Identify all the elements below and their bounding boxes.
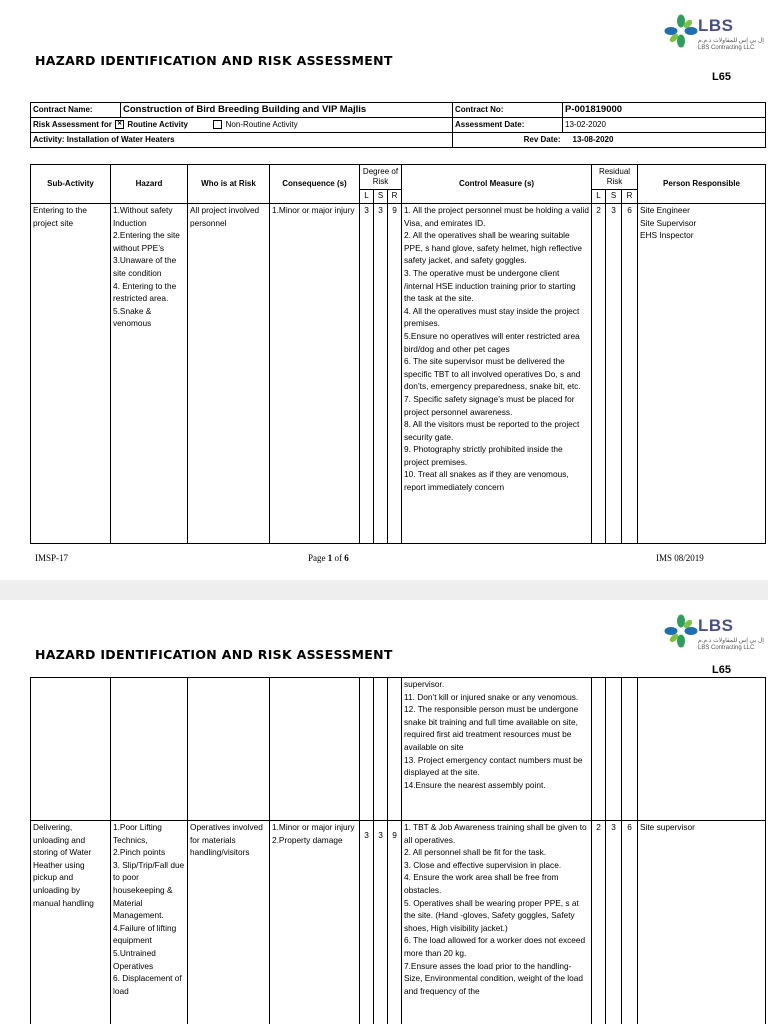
- consequence-cell: 1.Minor or major injury: [270, 204, 360, 544]
- residual-r-cell: 6: [622, 204, 638, 544]
- residual-s-cell: 3: [606, 204, 622, 544]
- lbs-logo-icon: [664, 614, 698, 648]
- contract-name-label: Contract Name:: [31, 103, 121, 118]
- rev-date-label: Rev Date:: [453, 133, 563, 148]
- activity-label: Activity: Installation of Water Heaters: [31, 133, 453, 148]
- degree-l-cell: 3: [360, 204, 374, 544]
- col-control-measure: Control Measure (s): [402, 165, 592, 204]
- assessment-date-label: Assessment Date:: [453, 118, 563, 133]
- routine-label: Routine Activity: [127, 120, 188, 129]
- col-degree-r: R: [388, 189, 402, 203]
- page-current: 1: [327, 553, 333, 563]
- page-total: 6: [344, 553, 349, 563]
- degree-l-cell: [360, 678, 374, 821]
- company-logo: [664, 614, 764, 664]
- residual-r-cell: [622, 678, 638, 821]
- residual-l-cell: 2: [592, 821, 606, 1024]
- company-logo: [664, 14, 764, 64]
- col-consequence: Consequence (s): [270, 165, 360, 204]
- risk-assessment-table-continued: [30, 677, 766, 1024]
- col-hazard: Hazard: [111, 165, 188, 204]
- sub-activity-cell: [31, 678, 111, 821]
- hazard-cell: 1.Without safety Induction 2.Entering the site without PPE’s 3.Unaware of the site condition 4. Entering to the restricted area. 5.Snake & venomous: [111, 204, 188, 544]
- page-of: of: [332, 553, 345, 563]
- person-cell: [638, 678, 766, 821]
- document-page-2: [0, 600, 768, 1024]
- residual-l-cell: [592, 678, 606, 821]
- document-title: HAZARD IDENTIFICATION AND RISK ASSESSMENT: [35, 53, 393, 68]
- consequence-cell: [270, 678, 360, 821]
- col-degree-l: L: [360, 189, 374, 203]
- residual-s-cell: [606, 678, 622, 821]
- residual-s-cell: 3: [606, 821, 622, 1024]
- col-degree-of-risk: Degree of Risk: [360, 165, 402, 190]
- person-cell: Site supervisor: [638, 821, 766, 1024]
- degree-s-cell: 3: [374, 204, 388, 544]
- who-cell: Operatives involved for materials handling/visitors: [188, 821, 270, 1024]
- non-routine-checkbox-icon: [213, 120, 222, 129]
- col-residual-r: R: [622, 189, 638, 203]
- residual-r-cell: 6: [622, 821, 638, 1024]
- consequence-cell: 1.Minor or major injury 2.Property damage: [270, 821, 360, 1024]
- contract-row: [31, 103, 766, 118]
- document-code: L65: [712, 664, 731, 676]
- page-separator: [0, 580, 768, 600]
- contract-no-label: Contract No:: [453, 103, 563, 118]
- risk-assessment-table: [30, 164, 766, 544]
- table-header-row: [31, 165, 766, 190]
- logo-brand: LBS: [698, 16, 734, 35]
- table-row: [31, 678, 766, 821]
- table-row: [31, 204, 766, 544]
- non-routine-label: Non-Routine Activity: [225, 120, 298, 129]
- degree-r-cell: [388, 678, 402, 821]
- col-residual-risk: Residual Risk: [592, 165, 638, 190]
- hazard-cell: [111, 678, 188, 821]
- degree-r-cell: 9: [388, 821, 402, 1024]
- sub-activity-cell: Delivering, unloading and storing of Water Heather using pickup and unloading by manual handling: [31, 821, 111, 1024]
- assessment-date-value: 13-02-2020: [563, 118, 766, 133]
- who-cell: All project involved personnel: [188, 204, 270, 544]
- col-residual-l: L: [592, 189, 606, 203]
- control-measure-cell: 1. All the project personnel must be holding a valid Visa, and emirates ID. 2. All the operatives shall be wearing suitable PPE, s hand glove, safety helmet, high reflective safety jacket, and safety goggles. 3. The operative must be undergone client /internal HSE induction training prior to starting the task at the site. 4. All the operatives must stay inside the project premises. 5.Ensure no operatives will enter restricted area bird/dog and other pet cages 6. The site supervisor must be delivered the specific TBT to all involved operatives Do, s and don’ts, emergency preparedness, snake bit, etc. 7. Specific safety signage’s must be placed for project personnel awareness. 8. All the visitors must be reported to the project security gate. 9. Photography strictly prohibited inside the project premises. 10. Treat all snakes as if they are venomous, report immediately concern: [402, 204, 592, 544]
- col-who-at-risk: Who is at Risk: [188, 165, 270, 204]
- activity-row: [31, 133, 766, 148]
- lbs-logo-icon: [664, 14, 698, 48]
- risk-for-label: Risk Assessment for: [33, 120, 112, 129]
- rev-date-value: 13-08-2020: [563, 133, 766, 148]
- table-row: [31, 821, 766, 1024]
- footer-ims-code: IMS 08/2019: [656, 553, 704, 563]
- sub-activity-cell: Entering to the project site: [31, 204, 111, 544]
- degree-s-cell: 3: [374, 821, 388, 1024]
- contract-no-value: P-001819000: [563, 103, 766, 118]
- contract-name-value: Construction of Bird Breeding Building and VIP Majlis: [121, 103, 453, 118]
- residual-l-cell: 2: [592, 204, 606, 544]
- logo-company-name: LBS Contracting LLC: [698, 645, 755, 651]
- document-title: HAZARD IDENTIFICATION AND RISK ASSESSMENT: [35, 647, 393, 662]
- col-degree-s: S: [374, 189, 388, 203]
- degree-s-cell: [374, 678, 388, 821]
- col-person-responsible: Person Responsible: [638, 165, 766, 204]
- col-residual-s: S: [606, 189, 622, 203]
- logo-company-name: LBS Contracting LLC: [698, 45, 755, 51]
- routine-checkbox-icon: ✕: [117, 121, 123, 128]
- page-prefix: Page: [308, 553, 328, 563]
- contract-info-table: [30, 102, 766, 148]
- logo-arabic-text: إل بي إس للمقاولات ذ.م.م: [698, 38, 764, 44]
- col-sub-activity: Sub-Activity: [31, 165, 111, 204]
- logo-arabic-text: إل بي إس للمقاولات ذ.م.م: [698, 638, 764, 644]
- document-code: L65: [712, 71, 731, 83]
- control-measure-cell: supervisor. 11. Don’t kill or injured snake or any venomous. 12. The responsible person must be undergone snake bit training and full time available on site, required first aid treatment resources must be available on site 13. Project emergency contact numbers must be displayed at the site. 14.Ensure the nearest assembly point.: [402, 678, 592, 821]
- control-measure-cell: 1. TBT & Job Awareness training shall be given to all operatives. 2. All personnel shall be fit for the task. 3. Close and effective supervision in place. 4. Ensure the work area shall be free from obstacles. 5. Operatives shall be wearing proper PPE, s at the site. (Hand -gloves, Safety goggles, Safety shoes, High visibility jacket.) 6. The load allowed for a worker does not exceed more than 20 kg. 7.Ensure asses the load prior to the handling-Size, Environmental condition, weight of the load and frequency of the: [402, 821, 592, 1024]
- hazard-cell: 1.Poor Lifting Technics, 2.Pinch points 3. Slip/Trip/Fall due to poor housekeeping & Material Management. 4.Failure of lifting equipment 5.Untrained Operatives 6. Displacement of load: [111, 821, 188, 1024]
- degree-l-cell: 3: [360, 821, 374, 1024]
- who-cell: [188, 678, 270, 821]
- risk-assessment-for: [31, 118, 453, 133]
- risk-for-row: [31, 118, 766, 133]
- footer-form-code: IMSP-17: [35, 553, 69, 563]
- person-cell: Site Engineer Site Supervisor EHS Inspector: [638, 204, 766, 544]
- logo-brand: LBS: [698, 616, 734, 635]
- degree-r-cell: 9: [388, 204, 402, 544]
- footer-page-number: [308, 553, 349, 563]
